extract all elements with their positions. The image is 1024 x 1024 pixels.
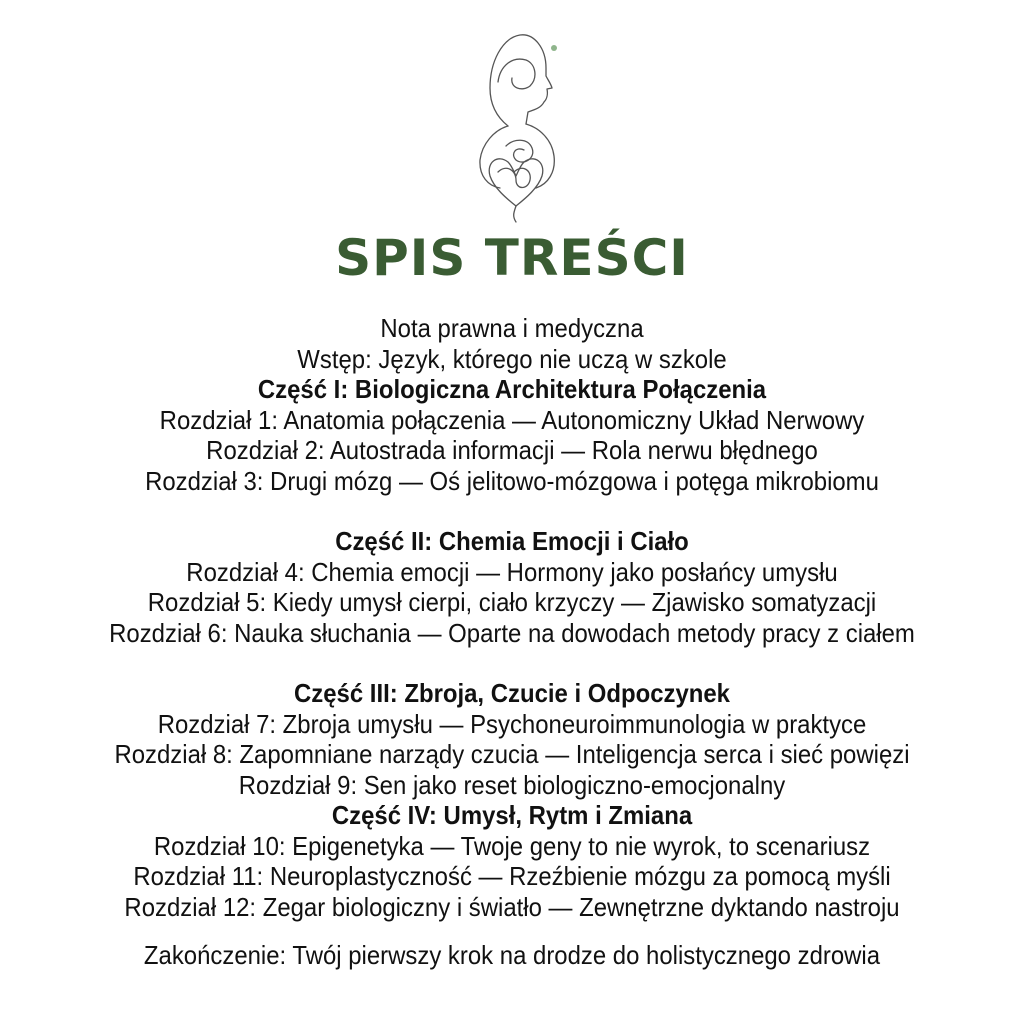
toc-item-chapter-6: Rozdział 6: Nauka słuchania — Oparte na dowodach metody pracy z ciałem: [109, 617, 915, 648]
toc-item-chapter-12: Rozdział 12: Zegar biologiczny i światło — Zewnętrzne dyktando nastroju: [124, 891, 900, 922]
toc-item-intro: Wstęp: Język, którego nie uczą w szkole: [297, 343, 727, 374]
table-of-contents: [0, 313, 1024, 971]
part-2-heading: Część II: Chemia Emocji i Ciało: [335, 526, 689, 556]
toc-item-chapter-3: Rozdział 3: Drugi mózg — Oś jelitowo-mózgowa i potęga mikrobiomu: [145, 465, 879, 496]
head-heart-line-art-icon: [468, 26, 564, 224]
toc-item-legal-note: Nota prawna i medyczna: [380, 313, 644, 343]
part-4-heading: Część IV: Umysł, Rytm i Zmiana: [331, 800, 693, 830]
toc-item-chapter-10: Rozdział 10: Epigenetyka — Twoje geny to nie wyrok, to scenariusz: [153, 830, 871, 861]
page-title: SPIS TREŚCI: [335, 229, 689, 287]
toc-item-conclusion: Zakończenie: Twój pierwszy krok na drodze do holistycznego zdrowia: [143, 940, 881, 970]
part-1-heading: Część I: Biologiczna Architektura Połączenia: [257, 374, 767, 404]
part-3-heading: Część III: Zbroja, Czucie i Odpoczynek: [294, 678, 730, 708]
toc-item-chapter-11: Rozdział 11: Neuroplastyczność — Rzeźbienie mózgu za pomocą myśli: [133, 861, 891, 891]
toc-item-chapter-9: Rozdział 9: Sen jako reset biologiczno-emocjonalny: [238, 769, 786, 800]
toc-item-chapter-4: Rozdział 4: Chemia emocji — Hormony jako posłańcy umysłu: [186, 556, 838, 587]
toc-item-chapter-8: Rozdział 8: Zapomniane narządy czucia — Inteligencja serca i sieć powięzi: [114, 739, 910, 769]
toc-item-chapter-7: Rozdział 7: Zbroja umysłu — Psychoneuroimmunologia w praktyce: [157, 708, 867, 739]
toc-item-chapter-2: Rozdział 2: Autostrada informacji — Rola nerwu błędnego: [206, 435, 818, 465]
toc-item-chapter-1: Rozdział 1: Anatomia połączenia — Autonomiczny Układ Nerwowy: [159, 404, 865, 435]
toc-item-chapter-5: Rozdział 5: Kiedy umysł cierpi, ciało krzyczy — Zjawisko somatyzacji: [147, 587, 877, 617]
